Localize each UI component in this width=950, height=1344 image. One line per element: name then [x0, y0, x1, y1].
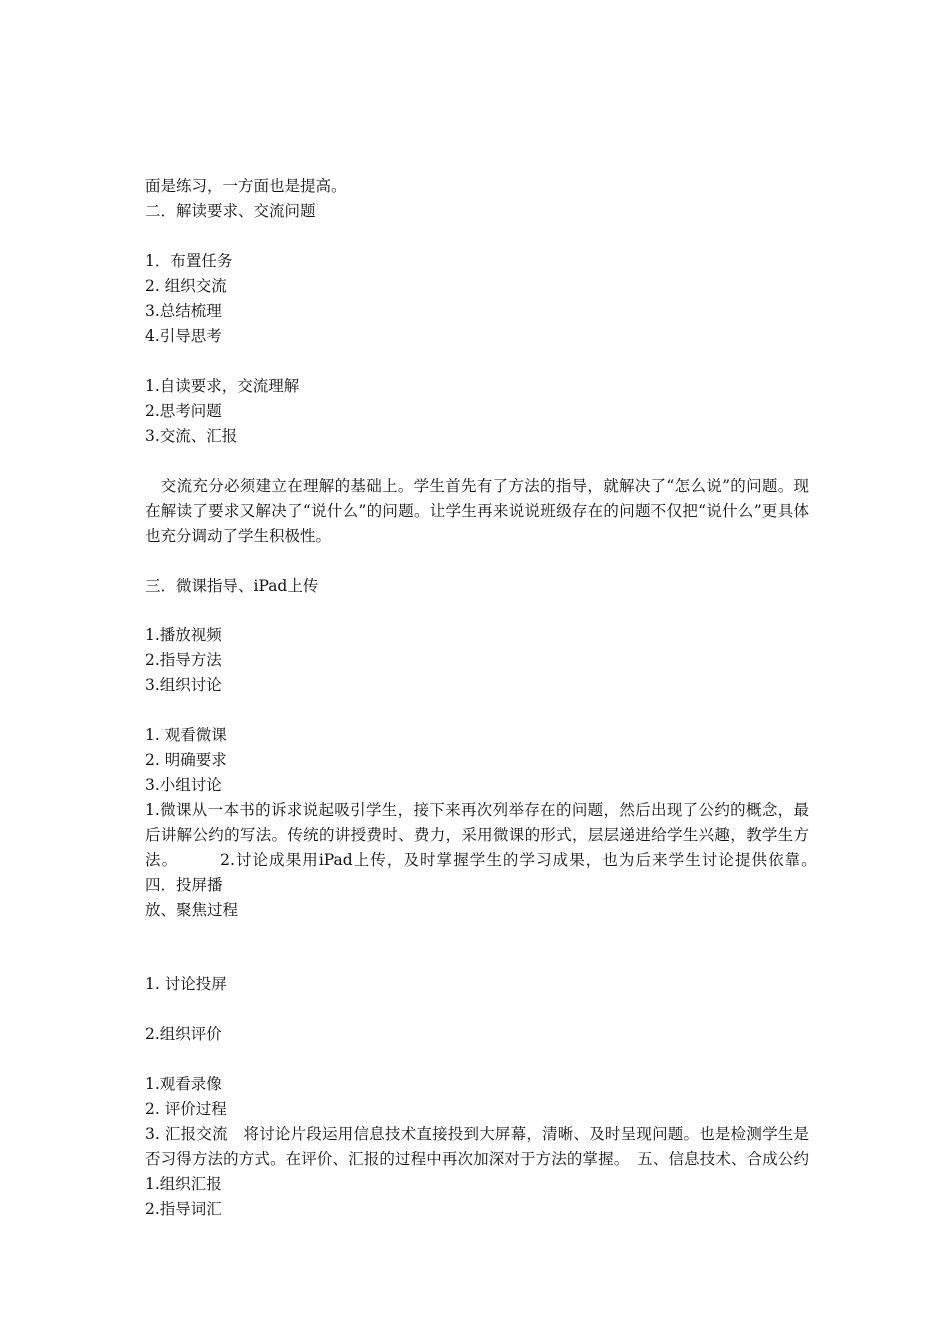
list-item: 2.指导词汇 — [145, 1200, 222, 1218]
list-item: 2. 评价过程 — [145, 1100, 227, 1118]
list-item: 2. 组织交流 — [145, 277, 227, 295]
list-item: 2.思考问题 — [145, 402, 222, 420]
list-item: 3.交流、汇报 — [145, 427, 238, 445]
section-heading: 三．微课指导、iPad上传 — [145, 577, 319, 595]
list-item: 1. 观看微课 — [145, 726, 227, 744]
list-item: 2.指导方法 — [145, 651, 222, 669]
paragraph: 交流充分必须建立在理解的基础上。学生首先有了方法的指导，就解决了“怎么说”的问题。现在解读了要求又解决了“说什么”的问题。让学生再来说说班级存在的问题不仅把“说什么”更具体也充分调动了学生积极性。 — [145, 477, 809, 545]
list-item: 3.总结梳理 — [145, 302, 222, 320]
list-item: 1.播放视频 — [145, 626, 222, 644]
list-item: 1.观看录像 — [145, 1075, 222, 1093]
list-item: 3.小组讨论 — [145, 776, 222, 794]
list-item: 2. 明确要求 — [145, 751, 227, 769]
paragraph-tail: 放、聚焦过程 — [145, 901, 239, 919]
list-item: 4.引导思考 — [145, 327, 222, 345]
list-item: 2.组织评价 — [145, 1025, 222, 1043]
list-item: 3.组织讨论 — [145, 676, 222, 694]
list-item: 1.自读要求，交流理解 — [145, 377, 300, 395]
paragraph: 3. 汇报交流 将讨论片段运用信息技术直接投到大屏幕，清晰、及时呈现问题。也是检测学生是否习得方法的方式。在评价、汇报的过程中再次加深对于方法的掌握。 五、信息技术、合成公约 1.组织汇报 — [145, 1125, 825, 1193]
section-heading: 二．解读要求、交流问题 — [145, 202, 316, 220]
paragraph: 1.微课从一本书的诉求说起吸引学生，接下来再次列举存在的问题，然后出现了公约的概念，最后讲解公约的写法。传统的讲授费时、费力，采用微课的形式，层层递进给学生兴趣，教学生方法。 2.讨论成果用iPad上传，及时掌握学生的学习成果，也为后来学生讨论提供依靠。 四．投屏播 — [145, 801, 825, 894]
list-item: 1. 讨论投屏 — [145, 975, 227, 993]
list-item: 1．布置任务 — [145, 252, 233, 270]
text-line: 面是练习，一方面也是提高。 — [145, 177, 347, 195]
